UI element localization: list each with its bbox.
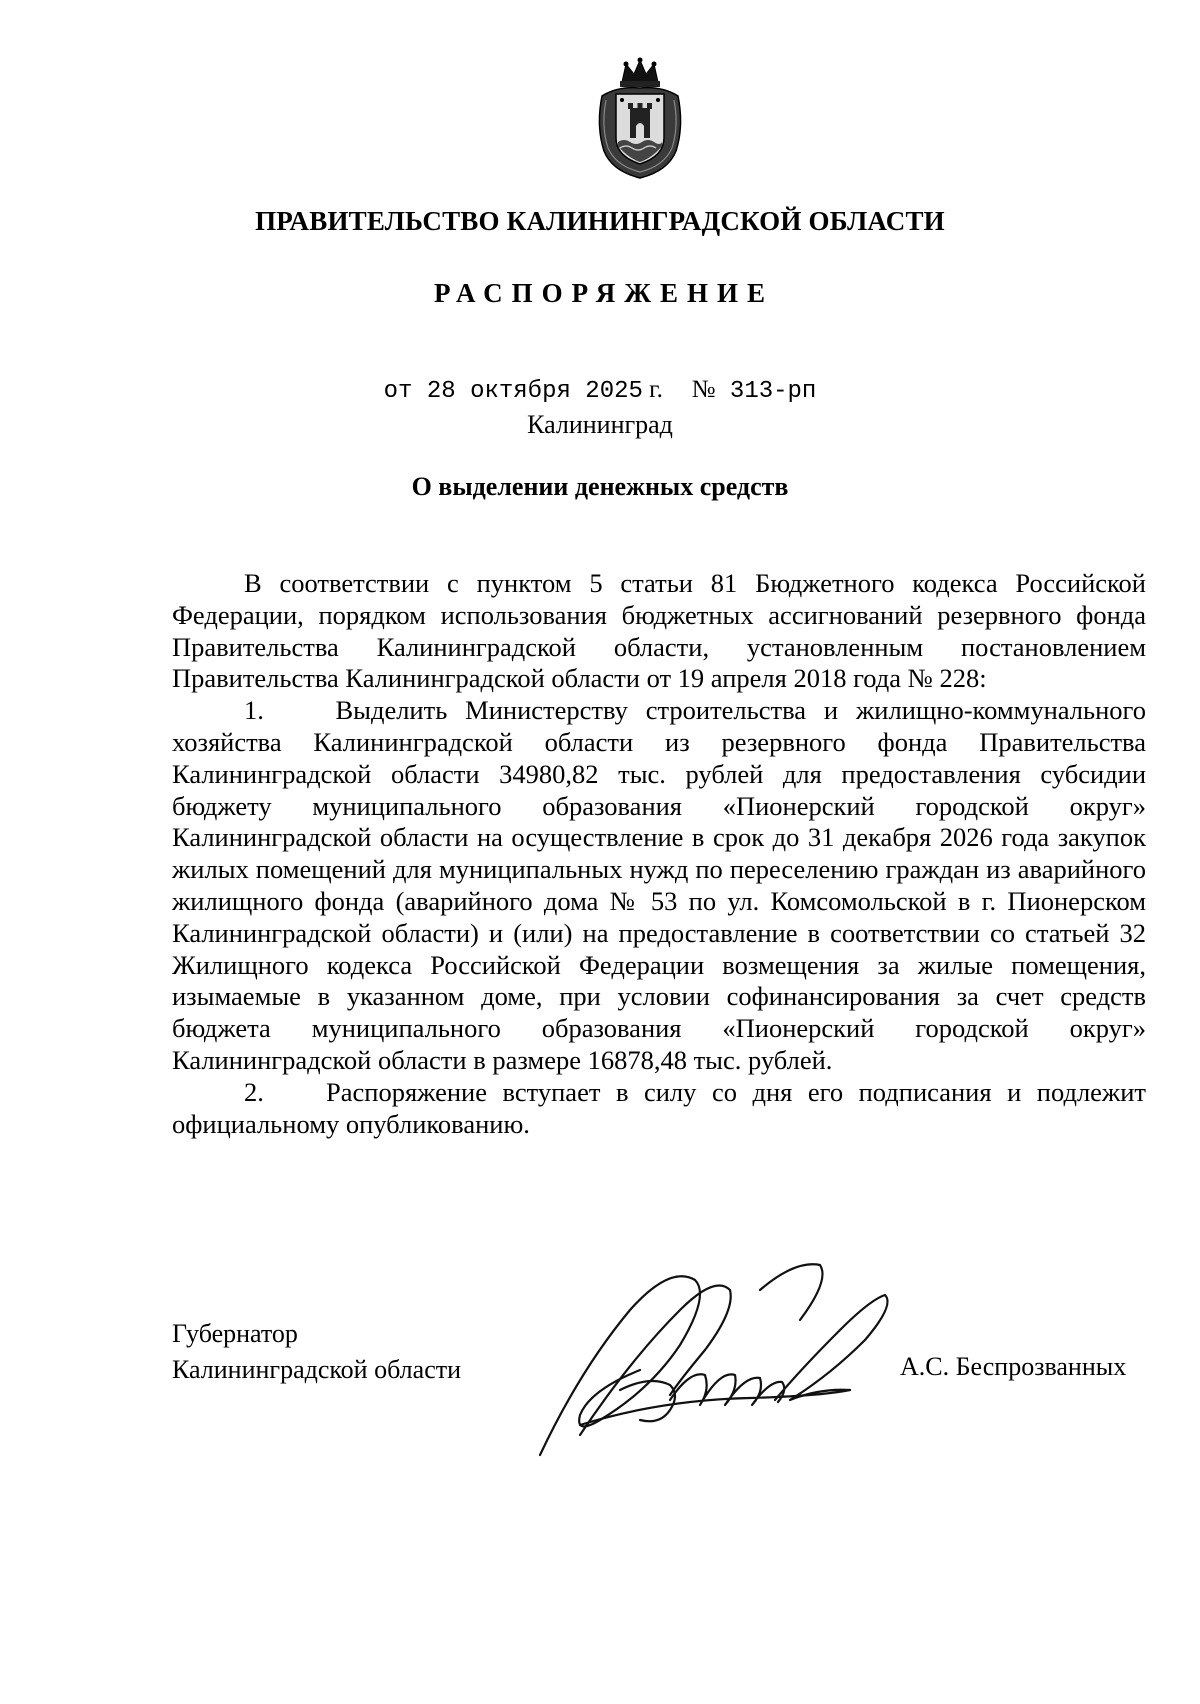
city: Калининград xyxy=(527,410,673,439)
list-item xyxy=(172,695,1146,1077)
document-type-title: РАСПОРЯЖЕНИЕ xyxy=(433,278,775,308)
document-subject: О выделении денежных средств xyxy=(411,472,789,501)
document-number: 313-рп xyxy=(729,378,817,405)
position-line-2: Калининградской области xyxy=(172,1355,462,1384)
document-body xyxy=(172,568,1146,1140)
organization-title: ПРАВИТЕЛЬСТВО КАЛИНИНГРАДСКОЙ ОБЛАСТИ xyxy=(255,206,945,236)
signatory-name: А.С. Беспрозванных xyxy=(900,1352,1127,1381)
intro-paragraph: В соответствии с пунктом 5 статьи 81 Бюджетного кодекса Российской Федерации, порядком использования бюджетных ассигнований резервного фонда Правительства Калининградской области, установленным постановлением Правительства Калининградской области от 19 апреля 2018 года № 228: xyxy=(172,568,1146,694)
signatory-position xyxy=(172,1316,461,1388)
number-label: № xyxy=(691,376,716,403)
position-line-1: Губернатор xyxy=(172,1319,298,1348)
list-item xyxy=(172,1077,1146,1141)
item-number: 2. xyxy=(244,1076,264,1107)
year-suffix: г. xyxy=(649,376,663,403)
handwritten-signature xyxy=(520,1250,920,1470)
item-number: 1. xyxy=(244,695,264,726)
item-text: Распоряжение вступает в силу со дня его подписания и подлежит официальному опубликованию. xyxy=(172,1076,1146,1139)
coat-of-arms-emblem xyxy=(592,56,688,181)
date-prefix: от xyxy=(383,378,413,405)
item-text: Выделить Министерству строительства и жилищно-коммунального хозяйства Калининградской области из резервного фонда Правительства Калининградской области 34980,82 тыс. рублей для предоставления субсидии бюджету муниципального образования «Пионерский городской округ» Калининградской области на осуществление в срок до 31 декабря 2026 года закупок жилых помещений для муниципальных нужд по переселению граждан из аварийного жилищного фонда (аварийного дома № 53 по ул. Комсомольской в г. Пионерском Калининградской области) и (или) на предоставление в соответствии со статьей 32 Жилищного кодекса Российской Федерации возмещения за жилые помещения, изымаемые в указанном доме, при условии софинансирования за счет средств бюджета муниципального образования «Пионерский городской округ» Калининградской области в размере 16878,48 тыс. рублей. xyxy=(172,695,1146,1075)
document-date: 28 октября 2025 xyxy=(426,378,643,405)
date-number-line xyxy=(0,376,1200,405)
